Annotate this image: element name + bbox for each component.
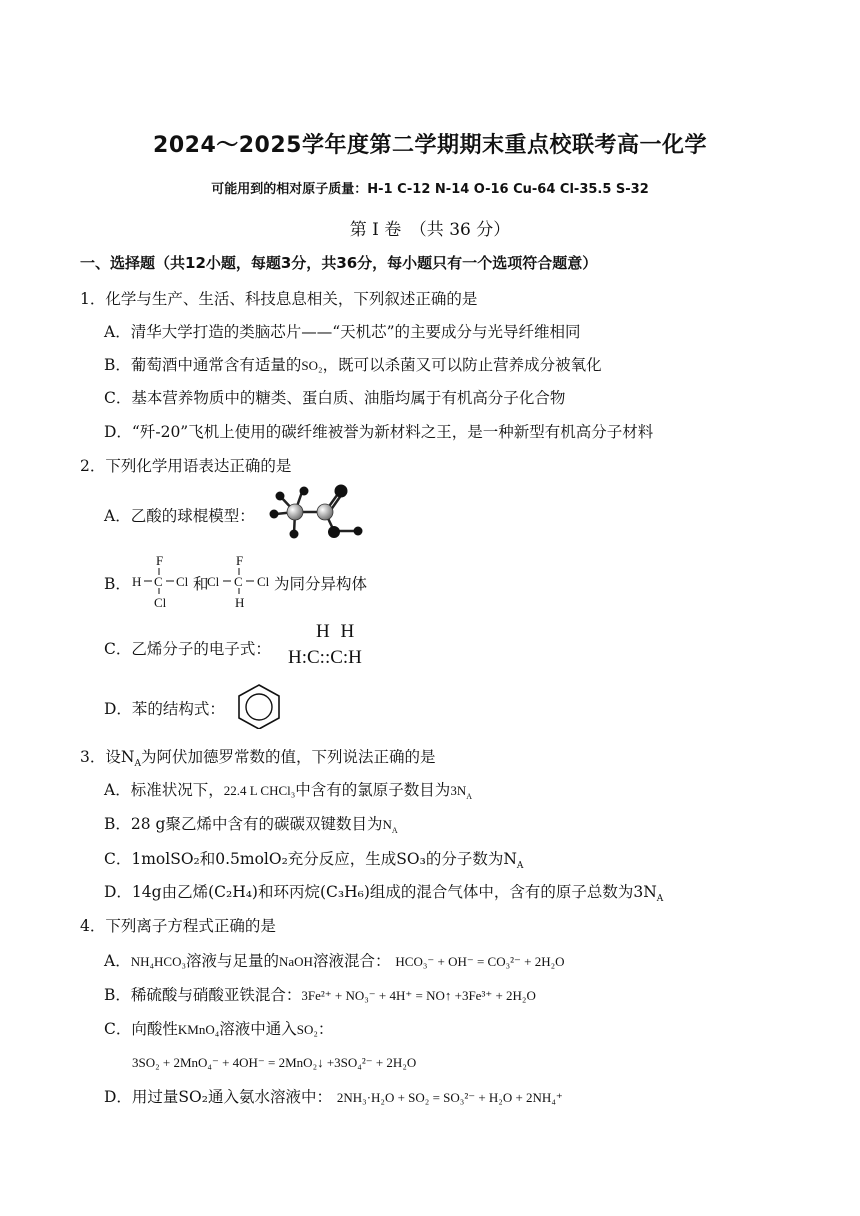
svg-text:H: H [235, 595, 245, 610]
q3-option-a: A．标准状况下，22.4 L CHCl₃中含有的氯原子数目为$3N_A$ [104, 781, 472, 802]
q3-stem: 3．设$N_A$为阿伏加德罗常数的值，下列说法正确的是 [80, 748, 436, 770]
q4-option-c-equation: 3SO₂ + 2MnO₄⁻ + 4OH⁻ = 2MnO₂↓ +3SO₄²⁻ + 2H₂O [132, 1055, 417, 1070]
q1-option-a: A．清华大学打造的类脑芯片——“天机芯”的主要成分与光导纤维相同 [104, 323, 581, 341]
q4-stem: 4．下列离子方程式正确的是 [80, 917, 276, 935]
svg-text:Cl: Cl [176, 574, 189, 589]
q2-b-connector: 和 [193, 575, 209, 593]
q1-stem: 1．化学与生产、生活、科技息息相关，下列叙述正确的是 [80, 290, 478, 308]
q4-option-b: B．稀硫酸与硝酸亚铁混合：3Fe²⁺ + NO₃⁻ + 4H⁺ = NO↑ +3Fe³⁺ + 2H₂O [104, 986, 536, 1004]
svg-text:Cl: Cl [257, 574, 270, 589]
svg-text:C: C [234, 574, 243, 589]
atomic-masses: 可能用到的相对原子质量：H-1 C-12 N-14 O-16 Cu-64 Cl-35.5 S-32 [211, 182, 649, 197]
ball-stick-model-icon [262, 482, 372, 544]
svg-text:H: H [132, 574, 142, 589]
section-heading: 一、选择题（共12小题，每题3分，共36分，每小题只有一个选项符合题意） [80, 254, 598, 272]
exam-title: 2024～2025学年度第二学期期末重点校联考高一化学 [153, 133, 707, 158]
q2-stem: 2．下列化学用语表达正确的是 [80, 457, 292, 475]
q2-option-c: C．乙烯分子的电子式： [104, 640, 271, 658]
svg-text:F: F [236, 553, 244, 568]
ethylene-electron-top: H H [316, 621, 358, 642]
q4-option-a: A．NH₄HCO₃溶液与足量的NaOH溶液混合： HCO₃⁻ + OH⁻ = CO₃²⁻ + 2H₂O [104, 952, 565, 970]
svg-text:F: F [156, 553, 164, 568]
q2-option-a: A．乙酸的球棍模型： [104, 507, 255, 525]
q3-option-d: D．14g由乙烯(C₂H₄)和环丙烷(C₃H₆)组成的混合气体中，含有的原子总数为$3N_A$ [104, 883, 664, 905]
ethylene-electron-formula: H:C::C:H [288, 647, 362, 668]
q3-option-b: B．28 g聚乙烯中含有的碳碳双键数目为$N_A$ [104, 815, 398, 836]
part-heading: 第 Ⅰ 卷 （共 36 分） [349, 220, 511, 240]
q1-option-c: C．基本营养物质中的糖类、蛋白质、油脂均属于有机高分子化合物 [104, 389, 566, 407]
q4-option-d: D．用过量SO₂通入氨水溶液中： 2NH₃·H₂O + SO₂ = SO₃²⁻ + H₂O + 2NH₄⁺ [104, 1088, 563, 1106]
q2-option-b: B． [104, 575, 131, 593]
q1-option-d: D．“歼-20”飞机上使用的碳纤维被誉为新材料之王，是一种新型有机高分子材料 [104, 423, 654, 441]
q4-option-c: C．向酸性KMnO₄溶液中通入SO₂： [104, 1020, 334, 1038]
q3-option-c: C．1molSO₂和0.5molO₂充分反应，生成SO₃的分子数为$N_A$ [104, 850, 524, 872]
q2-option-d: D．苯的结构式： [104, 700, 225, 718]
benzene-icon [234, 683, 284, 729]
q2-b-suffix: 为同分异构体 [274, 575, 368, 593]
q1-option-b: B．葡萄酒中通常含有适量的SO₂，既可以杀菌又可以防止营养成分被氧化 [104, 356, 602, 374]
svg-text:Cl: Cl [154, 595, 167, 610]
svg-text:C: C [154, 574, 163, 589]
svg-text:Cl: Cl [207, 574, 220, 589]
